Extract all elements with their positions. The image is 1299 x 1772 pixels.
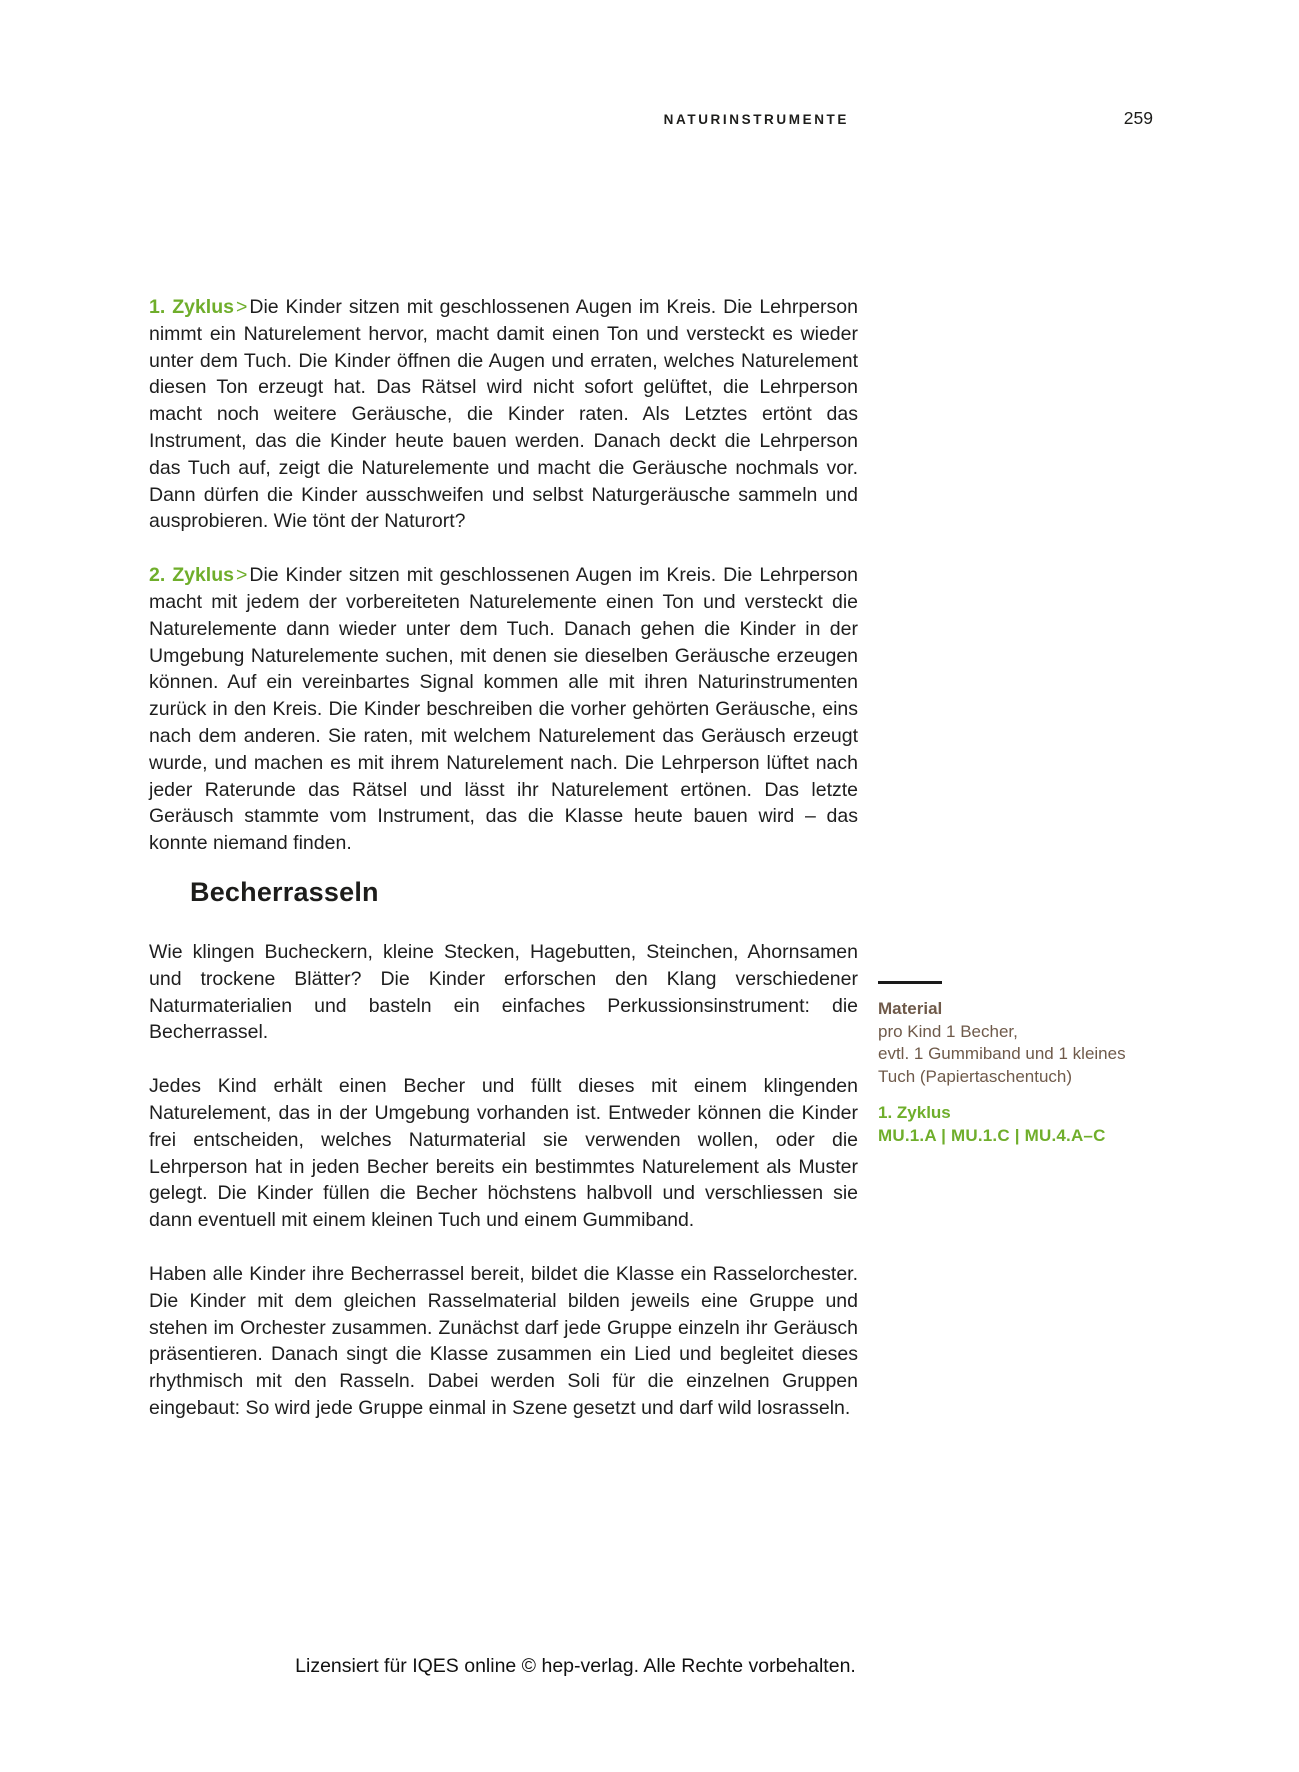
cycle-paragraph-2 (149, 562, 858, 857)
cycle-2-arrow: > (235, 564, 248, 587)
page-number: 259 (1123, 108, 1153, 128)
running-title: NATURINSTRUMENTE (663, 112, 849, 127)
section-heading: Becherrasseln (190, 876, 379, 907)
material-heading: Material (878, 999, 943, 1018)
section-paragraph-intro: Wie klingen Bucheckern, kleine Stecken, Hagebutten, Steinchen, Ahornsamen und trockene Blätter? Die Kinder erforschen den Klang verschiedener Naturmaterialien und basteln ein einfaches Perkussionsinstrument: die Becherrassel. (149, 940, 858, 1044)
footer-license: Lizensiert für IQES online © hep-verlag. Alle Rechte vorbehalten. (295, 1655, 856, 1677)
cycle-1-arrow: > (235, 296, 248, 318)
cycle-2-label: 2. Zyklus (149, 564, 234, 587)
sidebar-cycle-heading: 1. Zyklus (878, 1103, 951, 1122)
cycle-2-text: Die Kinder sitzen mit geschlossenen Augen im Kreis. Die Lehrperson macht mit jedem der vorbereiteten Naturelemente einen Ton und versteckt die Naturelemente dann wieder unter dem Tuch. Danach gehen die Kinder in der Umgebung Naturelemente suchen, mit denen sie dieselben Geräusche erzeugen können. Auf ein vereinbartes Signal kommen alle mit ihren Naturinstrumenten zurück in den Kreis. Die Kinder beschreiben die vorher gehörten Geräusche, eins nach dem anderen. Sie raten, mit welchem Naturelement das Geräusch erzeugt wurde, und machen es mit ihrem Naturelement nach. Die Lehrperson lüftet nach jeder Raterunde das Rätsel und lässt ihr Naturelement ertönen. Das letzte Geräusch stammte vom Instrument, das die Klasse heute bauen wird – das konnte niemand finden. (149, 564, 858, 855)
section-paragraph-activity: Jedes Kind erhält einen Becher und füllt dieses mit einem klingenden Naturelement, das in der Umgebung vorhanden ist. Entweder können die Kinder frei entscheiden, welches Naturmaterial sie verwenden wollen, oder die Lehrperson hat in jeden Becher bereits ein bestimmtes Naturelement als Muster gelegt. Die Kinder füllen die Becher höchstens halbvoll und verschliessen sie dann eventuell mit einem kleinen Tuch und einem Gummiband. (149, 1075, 858, 1232)
cycle-1-label: 1. Zyklus (149, 296, 234, 318)
sidebar (878, 981, 1128, 1147)
main-text-column (149, 294, 858, 1422)
cycle-1-text: Die Kinder sitzen mit geschlossenen Augen im Kreis. Die Lehrperson nimmt ein Naturelement hervor, macht damit einen Ton und versteckt es wieder unter dem Tuch. Die Kinder öffnen die Augen und erraten, welches Naturelement diesen Ton erzeugt hat. Das Rätsel wird nicht sofort gelüftet, die Lehrperson macht noch weitere Geräusche, die Kinder raten. Als Letztes ertönt das Instrument, das die Kinder heute bauen werden. Danach deckt die Lehrperson das Tuch auf, zeigt die Naturelemente und macht die Geräusche nochmals vor. Dann dürfen die Kinder ausschweifen und selbst Naturgeräusche sammeln und ausprobieren. Wie tönt der Naturort? (149, 296, 858, 533)
competency-codes: MU.1.A | MU.1.C | MU.4.A–C (878, 1125, 1106, 1145)
material-line: pro Kind 1 Becher, (878, 1021, 1018, 1041)
material-line: Tuch (Papiertaschentuch) (878, 1066, 1073, 1086)
cycle-paragraph-1 (149, 294, 858, 535)
sidebar-divider (878, 981, 942, 984)
section-paragraph-orchestra: Haben alle Kinder ihre Becherrassel bereit, bildet die Klasse ein Rasselorchester. Die Kinder mit dem gleichen Rasselmaterial bilden jeweils eine Gruppe und stehen im Orchester zusammen. Zunächst darf jede Gruppe einzeln ihr Geräusch präsentieren. Danach singt die Klasse zusammen ein Lied und begleitet dieses rhythmisch mit den Rasseln. Dabei werden Soli für die einzelnen Gruppen eingebaut: So wird jede Gruppe einmal in Szene gesetzt und darf wild losrasseln. (149, 1262, 858, 1419)
material-line: evtl. 1 Gummiband und 1 kleines (878, 1044, 1126, 1063)
sidebar-cycle-block (878, 1102, 1128, 1147)
